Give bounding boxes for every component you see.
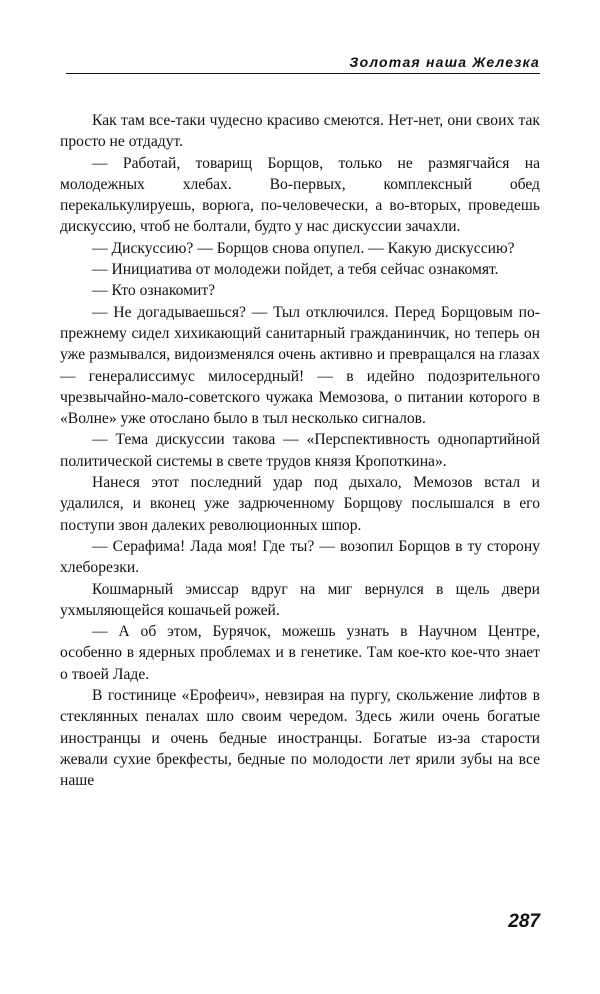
page-number: 287 [508, 911, 540, 932]
paragraph: — Инициатива от молодежи пойдет, а тебя сейчас ознакомят. [92, 261, 499, 279]
paragraph: — Серафима! Лада моя! Где ты? — возопил Борщов в ту сторону хлеборезки. [60, 537, 540, 577]
paragraph: — А об этом, Бурячок, можешь узнать в Научном Центре, особенно в ядерных проблемах и в генетике. Там кое-кто кое-что знает о твоей Ладе. [60, 623, 540, 683]
paragraph: Как там все-таки чудесно красиво смеются. Нет-нет, они своих так просто не отдадут. [60, 112, 540, 151]
body-text [60, 110, 540, 792]
paragraph: В гостинице «Ерофеич», невзирая на пургу, скольжение лифтов в стеклянных пеналах шло своим чередом. Здесь жили очень богатые иностранцы и очень бедные иностранцы. Богатые из-за старости жевали сухие брекфесты, бедные по молодости лет ярили зубы на все наше [60, 687, 540, 790]
paragraph: Нанеся этот последний удар под дыхало, Мемозов встал и удалился, и вконец уже задрюченному Борщову послышался в его поступи звон далеких революционных шпор. [60, 474, 540, 534]
paragraph: Кошмарный эмиссар вдруг на миг вернулся в щель двери ухмыляющейся кошачьей рожей. [60, 580, 540, 619]
paragraph: — Тема дискуссии такова — «Перспективность однопартийной политической системы в свете трудов князя Кропоткина». [60, 431, 540, 470]
paragraph: — Кто ознакомит? [92, 282, 216, 300]
paragraph: — Работай, товарищ Борщов, только не размягчайся на молодежных хлебах. Во-первых, комплексный обед перекалькулируешь, ворюга, по-человечески, а во-вторых, проведешь дискуссию, чтоб не болтали, будто у нас дискуссии зачахли. [60, 154, 540, 236]
running-title: Золотая наша Железка [349, 54, 540, 70]
header-rule [66, 73, 540, 74]
paragraph: — Не догадываешься? — Тыл отключился. Перед Борщовым по-прежнему сидел хихикающий санитарный гражданинчик, но теперь он уже размывался, видоизменялся очень активно и превращался на глазах — генералиссимус милосердный! — в идейно подозрительного чрезвычайно-мало-советского чужака Мемозова, о питании которого в «Волне» уже отослано было в тыл несколько сигналов. [60, 303, 540, 428]
paragraph: — Дискуссию? — Борщов снова опупел. — Какую дискуссию? [92, 239, 515, 257]
